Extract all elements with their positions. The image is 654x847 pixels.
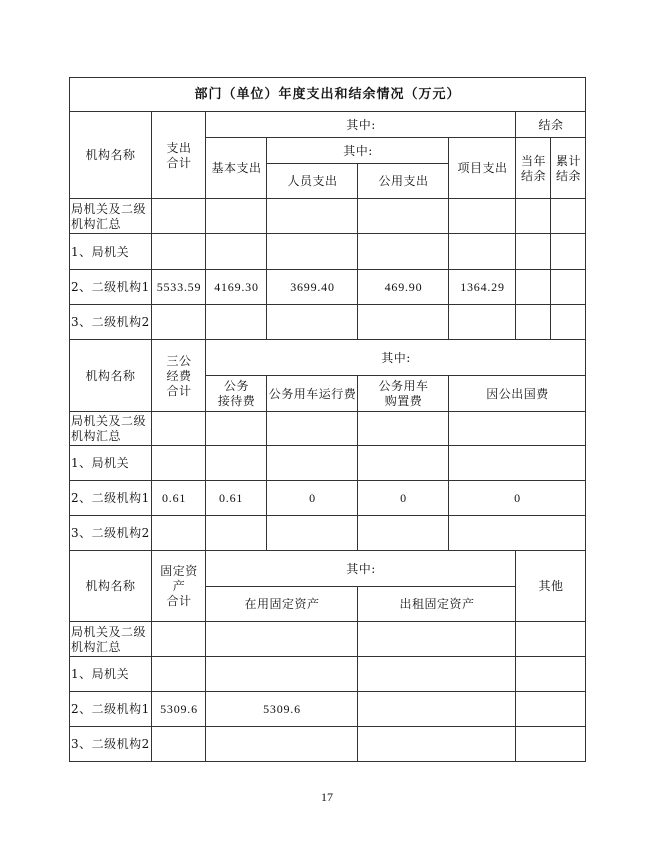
s1-header-public-use: 公用支出 xyxy=(378,174,429,188)
s1-header-cumulative-balance: 累计 结余 xyxy=(555,153,581,183)
s2-row-name: 3、二级机构2 xyxy=(71,526,150,540)
s1-row2-public-use: 469.90 xyxy=(384,280,423,294)
s1-row2-personnel: 3699.40 xyxy=(290,280,335,294)
s1-row-name: 3、二级机构2 xyxy=(71,315,150,329)
s3-row-name: 3、二级机构2 xyxy=(71,737,150,751)
s1-header-expenditure-total: 支出 合计 xyxy=(166,140,192,170)
s3-header-org-name: 机构名称 xyxy=(85,579,136,593)
s3-header-of-which: 其中: xyxy=(346,561,376,576)
table-title: 部门（单位）年度支出和结余情况（万元） xyxy=(194,87,461,102)
s2-header-of-which: 其中: xyxy=(381,350,411,365)
s3-header-in-use: 在用固定资产 xyxy=(244,597,320,611)
s2-row2-overseas: 0 xyxy=(514,491,521,505)
s1-header-personnel: 人员支出 xyxy=(287,174,338,188)
s1-header-of-which-inner: 其中: xyxy=(343,143,373,158)
s2-header-reception: 公务 接待费 xyxy=(217,379,256,408)
s2-row-name: 局机关及二级 机构汇总 xyxy=(71,414,147,443)
s1-header-of-which: 其中: xyxy=(346,117,376,132)
s3-row2-in-use: 5309.6 xyxy=(263,702,301,716)
s3-header-fixed-assets-total: 固定资 产 合计 xyxy=(160,564,198,608)
s2-header-vehicle-purchase: 公务用车 购置费 xyxy=(378,379,429,408)
s2-header-org-name: 机构名称 xyxy=(85,368,136,383)
s1-row2-total: 5533.59 xyxy=(156,280,202,294)
s1-header-project: 项目支出 xyxy=(457,161,508,175)
s1-row-name: 局机关及二级 机构汇总 xyxy=(71,201,147,231)
s1-row-name: 1、局机关 xyxy=(71,244,130,259)
s2-row-name: 2、二级机构1 xyxy=(71,491,150,505)
s3-row-name: 局机关及二级 机构汇总 xyxy=(71,624,147,654)
s2-row2-vehicle-purchase: 0 xyxy=(400,491,407,505)
s1-header-balance: 结余 xyxy=(538,117,564,132)
expenditure-balance-table xyxy=(69,77,586,762)
s3-header-leased: 出租固定资产 xyxy=(399,597,475,611)
s2-row2-vehicle-operation: 0 xyxy=(309,491,316,505)
s1-row-name: 2、二级机构1 xyxy=(71,280,150,294)
s1-header-current-balance: 当年 结余 xyxy=(520,153,546,183)
s1-header-basic: 基本支出 xyxy=(211,161,262,175)
s2-header-vehicle-operation: 公务用车运行费 xyxy=(268,386,357,401)
s2-row2-reception: 0.61 xyxy=(219,491,244,505)
s3-row2-total: 5309.6 xyxy=(160,702,198,716)
s3-row-name: 2、二级机构1 xyxy=(71,702,150,716)
page-number: 17 xyxy=(321,790,333,804)
s1-row2-basic: 4169.30 xyxy=(214,280,259,294)
s1-row2-project: 1364.29 xyxy=(460,280,505,294)
s2-header-three-public-total: 三公 经费 合计 xyxy=(166,353,192,398)
s3-row-name: 1、局机关 xyxy=(71,667,130,681)
s1-header-org-name: 机构名称 xyxy=(85,148,136,162)
s2-header-overseas: 因公出国费 xyxy=(486,386,549,401)
s2-row-name: 1、局机关 xyxy=(71,456,130,470)
s2-row2-total: 0.61 xyxy=(162,491,187,505)
s3-header-other: 其他 xyxy=(538,579,564,593)
